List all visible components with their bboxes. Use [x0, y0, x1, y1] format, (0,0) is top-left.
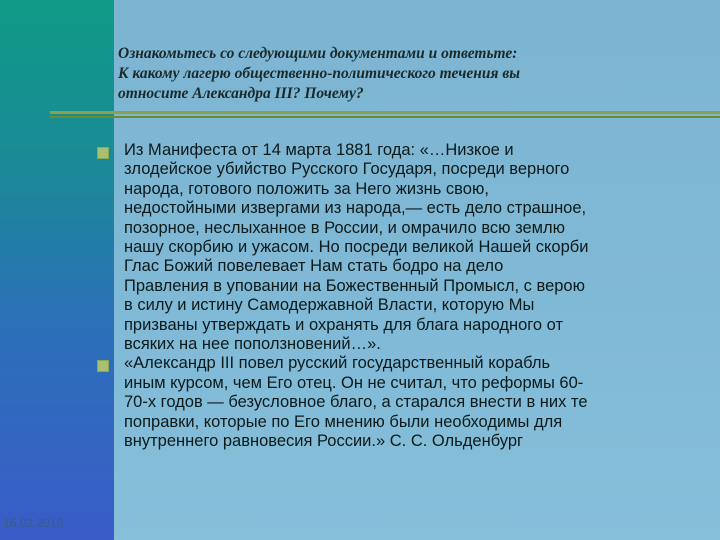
bullet-text-line: призваны утверждать и охранять для блага народного от	[124, 315, 564, 334]
bullet-text-line: поправки, которые по Его мнению были необходимы для	[124, 412, 563, 431]
bullet-text-line: «Александр III повел русский государственный корабль	[124, 354, 551, 373]
title-line: относите Александра III? Почему?	[118, 85, 364, 102]
title-line: Ознакомьтесь со следующими документами и ответьте:	[118, 45, 518, 62]
bullet-text-line: 70-х годов — безусловное благо, а старался внести в них те	[124, 393, 588, 412]
bullet-text-line: Глас Божий повелевает Нам стать бодро на дело	[124, 257, 504, 276]
square-bullet-icon	[97, 360, 109, 372]
bullet-text-line: всяких на нее поползновений…».	[124, 335, 381, 354]
bullet-item-manifesto	[96, 141, 696, 354]
bullet-text-line: народа, готового положить за Него жизнь свою,	[124, 179, 489, 198]
bullet-text-line: позорное, неслыханное в России, и омрачило всю землю	[124, 218, 566, 237]
bullet-item-oldenburg	[96, 354, 696, 451]
bullet-text-line: иным курсом, чем Его отец. Он не считал, что реформы 60-	[124, 373, 584, 392]
title-line: К какому лагерю общественно-политического течения вы	[118, 65, 520, 82]
bullet-text-line: внутреннего равновесия России.» С. С. Ольденбург	[124, 432, 524, 451]
bullet-text-line: в силу и истину Самодержавной Власти, которую Мы	[124, 296, 535, 315]
bullet-list	[96, 141, 696, 452]
title-divider	[50, 111, 720, 120]
bullet-text-line: Правления в уповании на Божественный Промысл, с верою	[124, 276, 585, 295]
bullet-text-line: нашу скорбию и ужасом. Но посреди великой Нашей скорби	[124, 238, 589, 257]
bullet-text-line: Из Манифеста от 14 марта 1881 года: «…Низкое и	[124, 141, 514, 159]
bullet-text-line: злодейское убийство Русского Государя, посреди верного	[124, 160, 570, 179]
bullet-text-line: недостойными извергами из народа,— есть дело страшное,	[124, 199, 587, 218]
slide-title	[118, 44, 678, 104]
slide-date: 16.02.2018	[3, 516, 64, 530]
square-bullet-icon	[97, 147, 109, 159]
